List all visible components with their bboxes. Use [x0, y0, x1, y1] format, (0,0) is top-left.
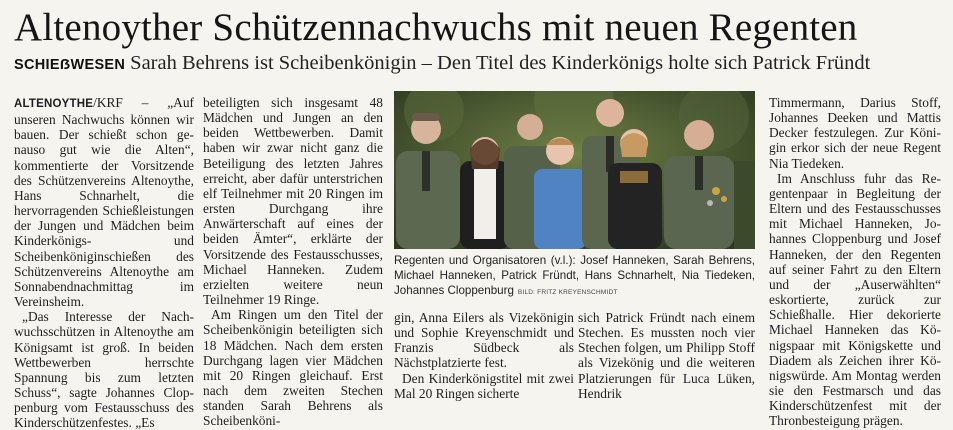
caption-text: Regenten und Organisatoren (v.l.): Josef Hanneken, Sarah Behrens, Michael Hanneken, Patrick Fründt, Hans Schnarhelt, Nia Tiedeken, Johannes Cloppenburg — [394, 254, 755, 297]
subheadline: Sarah Behrens ist Scheibenkönigin – Den Titel des Kinderkönigs holte sich Patrick Fründt — [130, 52, 871, 74]
article-column-5 — [769, 95, 941, 428]
paragraph: beteiligten sich insgesamt 48 Mädchen und Jungen an den beiden Wettbewerben. Damit haben wir zwar nicht ganz die Beteiligung des letzten Jahres erreicht, aber dafür unterstrichen elf Teilnehmer mit 20 Ringen im ersten Durchgang ihre Anwärterschaft auf eines der beiden Ämter“, erklärte der Vorsitzende des Festausschusses, Michael Hanneken. Zudem erzielten weitere neun Teilnehmer 19 Ringe. — [203, 95, 383, 308]
article-column-2 — [203, 95, 383, 428]
paragraph: Im Anschluss fuhr das Regentenpaar in Begleitung der Eltern und des Festausschusses mit Michael Hanneken, Johannes Cloppenburg und Josef Hanneken, der den Regenten auf seiner Fahrt zu den Eltern und der „Auserwählten“ eskortierte, zurück zur Schießhalle. Hier dekorierte Michael Hanneken das Königspaar mit Königskette und Diadem als Zeichen ihrer Königswürde. Am Montag werden sie den Festmarsch und das Kinderschützenfest mit der Thronbesteigung prägen. — [769, 170, 941, 429]
author-tag: /KRF — [93, 95, 123, 110]
headline: Altenoyther Schützennachwuchs mit neuen Regenten — [14, 6, 858, 49]
paragraph-text: – „Auf unseren Nachwuchs können wir bauen. Der schießt schon genauso gut wie die Alten“, kommentierte der Vorsitzende des Schützenvereins Altenoythe, Hans Schnarhelt, die hervorragenden Schießleistungen der Jungen und Mädchen beim Kinderkönigs- und Scheibenköniginschießen des Schützenvereins Altenoythe am Sonnabendnachmittag im Vereinsheim. — [14, 95, 194, 310]
paragraph: gin, Anna Eilers als Vizekönigin und Sophie Kreyenschmidt und Franzis Südbeck als Nächstplatzierte fest. — [394, 310, 574, 371]
dateline: ALTENOYTHE — [14, 98, 94, 110]
group-photo-illustration — [394, 91, 755, 249]
article-column-1 — [14, 95, 194, 430]
subheadline-line — [14, 51, 944, 77]
paragraph — [14, 95, 194, 309]
paragraph: Den Kinderkönigstitel mit zwei Mal 20 Ringen sicherte — [394, 370, 574, 401]
article-column-3 — [394, 310, 574, 401]
photo-credit: BILD: FRITZ KREYENSCHMIDT — [517, 289, 618, 296]
paragraph: Am Ringen um den Titel der Scheibenkönigin beteiligten sich 18 Mädchen. Nach dem ersten Durchgang lagen vier Mädchen mit 20 Ringen gleichauf. Erst nach dem zweiten Stechen standen Sarah Behrens als Scheibenköni- — [203, 307, 383, 429]
paragraph: sich Patrick Fründt nach einem Stechen. Es mussten noch vier Stechen folgen, um Philipp Stoff als Vizekönig und die weiteren Platzierungen für Luca Lüken, Hendrik — [578, 310, 755, 401]
paragraph: Timmermann, Darius Stoff, Johannes Deeken und Mattis Decker festzulegen. Zur Königin erkor sich der neue Regent Nia Tiedeken. — [769, 95, 941, 171]
paragraph: „Das Interesse der Nachwuchsschützen in Altenoythe am Königsamt ist groß. In beiden Wettbewerben herrschte Spannung bis zum letzten Schuss“, sagte Johannes Cloppenburg vom Festausschuss des Kinderschützenfestes. „Es — [14, 309, 194, 430]
photo-caption — [394, 253, 755, 300]
article-column-4 — [578, 310, 755, 401]
kicker: SCHIEẞWESEN — [14, 57, 126, 73]
group-photo — [394, 91, 755, 249]
